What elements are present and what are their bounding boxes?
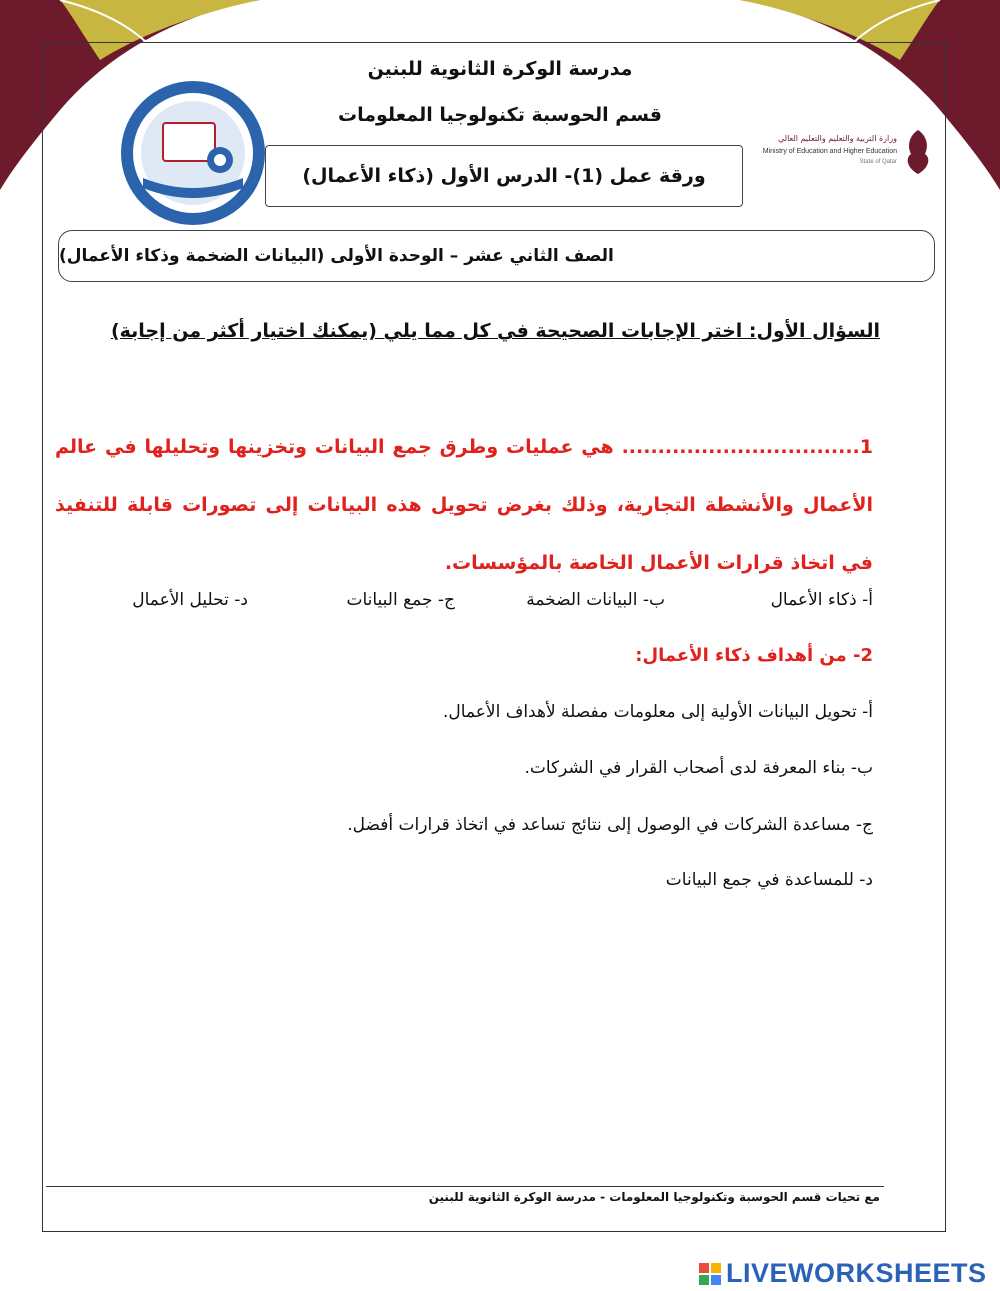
item-1-option-c[interactable]: ج- جمع البيانات [346, 590, 455, 610]
ministry-logo [762, 128, 935, 178]
item-1-option-d[interactable]: د- تحليل الأعمال [132, 590, 248, 610]
ministry-name-ar: وزارة التربية والتعليم والتعليم العالي [777, 134, 897, 143]
item-1-option-b[interactable]: ب- البيانات الضخمة [526, 590, 665, 610]
school-name: مدرسة الوكرة الثانوية للبنين [367, 58, 633, 80]
department-name: قسم الحوسبة تكنولوجيا المعلومات [338, 104, 662, 126]
item-1-text: 1................................. هي عمليات وطرق جمع البيانات وتخزينها وتحليلها في عالم الأعمال والأنشطة التجارية، وذلك بغرض تحويل هذه البيانات إلى تصورات قابلة للتنفيذ في اتخاذ قرارات الأعمال الخاصة بالمؤسسات. [55, 436, 873, 574]
item-2-option-a[interactable]: أ- تحويل البيانات الأولية إلى معلومات مفصلة لأهداف الأعمال. [442, 702, 873, 722]
item-1-option-a[interactable]: أ- ذكاء الأعمال [770, 590, 873, 610]
ministry-name-en: Ministry of Education and Higher Education [762, 148, 897, 155]
item-2-heading: 2- من أهداف ذكاء الأعمال: [635, 645, 873, 666]
unit-box [58, 230, 935, 282]
item-2-option-d[interactable]: د- للمساعدة في جمع البيانات [665, 870, 873, 890]
footer-text: مع تحيات قسم الحوسبة وتكنولوجيا المعلومات - مدرسة الوكرة الثانوية للبنين [428, 1190, 880, 1204]
liveworksheets-brand [698, 1258, 987, 1289]
item-2-option-b[interactable]: ب- بناء المعرفة لدى أصحاب القرار في الشركات. [524, 758, 873, 778]
school-seal-logo [118, 78, 268, 228]
unit-line: الصف الثاني عشر – الوحدة الأولى (البيانات الضخمة وذكاء الأعمال) [59, 246, 614, 266]
question-1-instructions: : اختر الإجابات الصحيحة في كل مما يلي (يمكنك اختيار أكثر من إجابة) [110, 320, 757, 342]
worksheet-title-box [265, 145, 743, 207]
footer-divider [46, 1186, 884, 1187]
item-2-option-c[interactable]: ج- مساعدة الشركات في الوصول إلى نتائج تساعد في اتخاذ قرارات أفضل. [347, 815, 873, 835]
question-1-label: السؤال الأول [756, 320, 880, 342]
liveworksheets-logo-icon [698, 1262, 722, 1286]
state-name-en: State of Qatar [859, 159, 897, 165]
question-1-heading [111, 320, 880, 342]
emblem-icon [901, 128, 935, 176]
worksheet-title: ورقة عمل (1)- الدرس الأول (ذكاء الأعمال) [302, 165, 706, 187]
liveworksheets-wordmark: LIVEWORKSHEETS [726, 1258, 987, 1288]
